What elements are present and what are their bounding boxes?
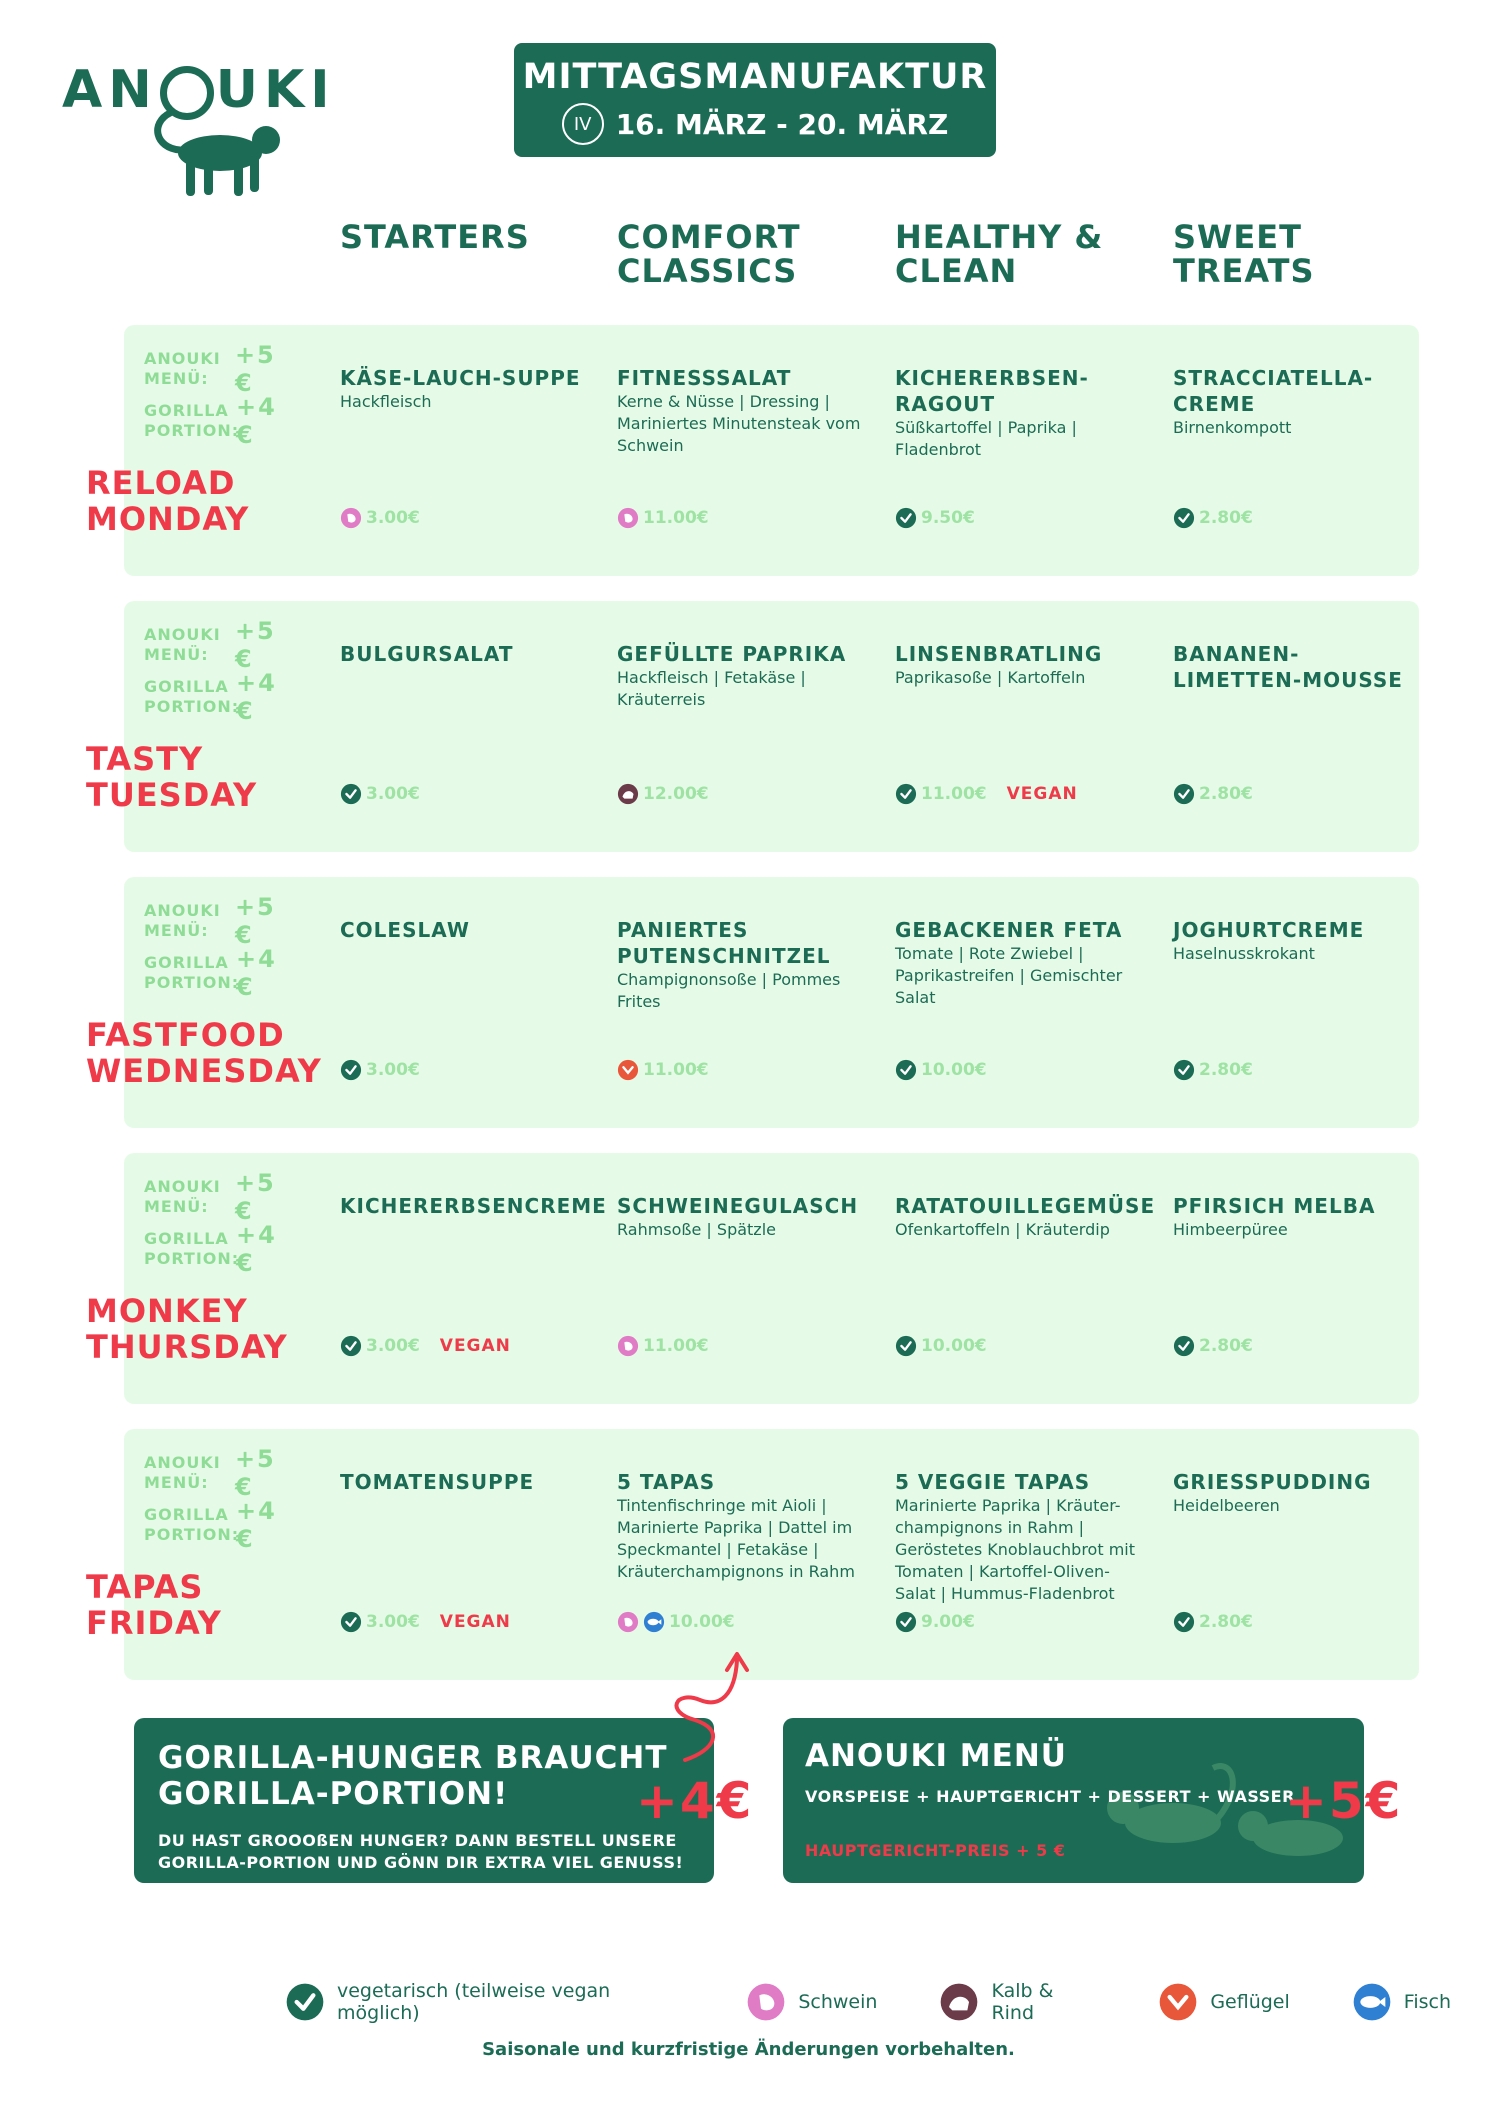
dish-item <box>340 917 590 943</box>
dish-price: 10.00€ <box>921 1060 987 1080</box>
dish-item <box>895 1193 1156 1241</box>
extra-label-line: MENÜ: <box>144 1197 209 1216</box>
gorilla-portion-extra-label <box>144 1505 240 1545</box>
gorilla-portion-extra <box>144 1223 304 1275</box>
vegetarian-icon <box>1173 783 1195 805</box>
gorilla-portion-extra <box>144 1499 304 1551</box>
dish-item <box>895 917 1145 1009</box>
dish-description: Kerne & Nüsse | Dressing | Mariniertes Minutensteak vom Schwein <box>617 392 861 455</box>
day-name-line-1: TASTY <box>86 740 204 778</box>
extra-label-line: ANOUKI <box>144 349 221 368</box>
extra-label-line: MENÜ: <box>144 921 209 940</box>
dish-price-row <box>617 507 709 529</box>
dish-item <box>340 365 590 413</box>
footnote: Saisonale und kurzfristige Änderungen vorbehalten. <box>482 2039 1015 2060</box>
day-name-line-2: MONDAY <box>86 500 250 538</box>
dish-price: 11.00€ <box>921 784 987 804</box>
vegetarian-icon <box>340 1335 362 1357</box>
extras-block <box>144 619 304 723</box>
anouki-menu-extra <box>144 1447 304 1499</box>
dish-price: 3.00€ <box>366 508 420 528</box>
dish-name: STRACCIATELLA-CREME <box>1173 366 1374 416</box>
beef-icon <box>617 783 639 805</box>
day-card <box>124 1153 1419 1404</box>
header-banner <box>514 43 996 157</box>
anouki-menu-extra <box>144 895 304 947</box>
day-name-line-1: TAPAS <box>86 1568 204 1606</box>
dish-item <box>617 1469 867 1583</box>
gorilla-portion-extra-label <box>144 1229 240 1269</box>
dish-item <box>895 365 1145 461</box>
fish-icon <box>1352 1982 1392 2022</box>
vegetarian-icon <box>1173 1611 1195 1633</box>
dish-price: 3.00€ <box>366 1612 420 1632</box>
dish-name: LINSENBRATLING <box>895 642 1103 666</box>
dish-item <box>617 1193 867 1241</box>
gorilla-portion-extra-price: +4 € <box>236 1497 277 1553</box>
fish-icon <box>643 1611 665 1633</box>
pork-icon <box>340 507 362 529</box>
dish-price: 12.00€ <box>643 784 709 804</box>
extras-block <box>144 1447 304 1551</box>
anouki-menu-note: HAUPTGERICHT-PREIS + 5 € <box>805 1841 1066 1860</box>
dish-name: PFIRSICH MELBA <box>1173 1194 1376 1218</box>
dish-item <box>1173 641 1423 693</box>
dish-description: Champignonsoße | Pommes Frites <box>617 970 841 1011</box>
dish-price: 2.80€ <box>1199 1612 1253 1632</box>
dish-price-row <box>340 507 420 529</box>
dish-description: Marinierte Paprika | Kräuter-champignons in Rahm | Geröstetes Knoblauchbrot mit Tomaten | Kartoffel-Oliven-Salat | Hummus-Fladenbrot <box>895 1496 1135 1603</box>
anouki-menu-promo <box>783 1718 1364 1883</box>
anouki-menu-extra <box>144 1171 304 1223</box>
dish-item <box>1173 917 1423 965</box>
gorilla-portion-extra-label <box>144 953 240 993</box>
dish-description: Hackfleisch <box>340 392 432 411</box>
dish-name: BULGURSALAT <box>340 642 514 666</box>
dish-item <box>340 1193 607 1219</box>
dish-item <box>617 365 867 457</box>
extra-label-line: ANOUKI <box>144 1177 221 1196</box>
vegetarian-icon <box>895 1335 917 1357</box>
dish-price-row <box>895 783 1078 805</box>
vegetarian-icon <box>895 1059 917 1081</box>
legend-item-fisch <box>1352 1982 1451 2022</box>
column-header-healthy-clean: HEALTHY & CLEAN <box>895 218 1104 290</box>
anouki-menu-extra <box>144 343 304 395</box>
logo-text-right: UKI <box>215 60 336 120</box>
dish-price: 3.00€ <box>366 1060 420 1080</box>
header-dates-row <box>514 103 996 145</box>
poultry-icon <box>617 1059 639 1081</box>
vegetarian-icon <box>1173 507 1195 529</box>
dish-item <box>340 1469 590 1495</box>
anouki-menu-extra-label <box>144 1177 235 1217</box>
extra-label-line: ANOUKI <box>144 625 221 644</box>
vegetarian-icon <box>1173 1335 1195 1357</box>
gorilla-promo-title-1: GORILLA-HUNGER BRAUCHT <box>158 1740 668 1776</box>
pork-icon <box>617 1335 639 1357</box>
dish-description: Ofenkartoffeln | Kräuterdip <box>895 1220 1110 1239</box>
column-header-starters: STARTERS <box>340 218 530 256</box>
dish-description: Himbeerpüree <box>1173 1220 1288 1239</box>
extra-label-line: PORTION: <box>144 973 240 992</box>
legend <box>285 1980 1497 2024</box>
poultry-icon <box>1158 1982 1198 2022</box>
gorilla-portion-extra <box>144 671 304 723</box>
dish-price: 9.50€ <box>921 508 975 528</box>
dish-name: GRIESSPUDDING <box>1173 1470 1372 1494</box>
dish-price: 3.00€ <box>366 784 420 804</box>
extras-block <box>144 1171 304 1275</box>
extra-label-line: GORILLA <box>144 953 229 972</box>
gorilla-promo-text-1: DU HAST GROOOßEN HUNGER? DANN BESTELL UNSERE <box>158 1831 677 1850</box>
dish-price-row <box>895 1059 987 1081</box>
extra-label-line: MENÜ: <box>144 645 209 664</box>
dish-description: Heidelbeeren <box>1173 1496 1280 1515</box>
anouki-menu-extra-price: +5 € <box>234 1169 276 1225</box>
dish-name: GEBACKENER FETA <box>895 918 1123 942</box>
anouki-menu-extra-price: +5 € <box>234 617 276 673</box>
dish-price-row <box>895 1335 987 1357</box>
gorilla-portion-extra-price: +4 € <box>236 669 277 725</box>
gorilla-portion-extra-price: +4 € <box>236 393 277 449</box>
extras-block <box>144 343 304 447</box>
extra-label-line: MENÜ: <box>144 369 209 388</box>
dish-price: 11.00€ <box>643 1336 709 1356</box>
dish-description: Tomate | Rote Zwiebel | Paprikastreifen | Gemischter Salat <box>895 944 1123 1007</box>
dish-item <box>1173 1469 1423 1517</box>
dish-name: KÄSE-LAUCH-SUPPE <box>340 366 581 390</box>
extra-label-line: ANOUKI <box>144 1453 221 1472</box>
dish-name: RATATOUILLEGEMÜSE <box>895 1194 1156 1218</box>
anouki-menu-extra-price: +5 € <box>234 893 276 949</box>
gorilla-portion-extra-price: +4 € <box>236 1221 277 1277</box>
vegetarian-icon <box>895 1611 917 1633</box>
anouki-menu-extra-label <box>144 349 235 389</box>
dish-price: 2.80€ <box>1199 1336 1253 1356</box>
legend-label-kalb-rind: Kalb & Rind <box>991 1980 1054 2024</box>
extra-label-line: GORILLA <box>144 677 229 696</box>
vegetarian-icon <box>1173 1059 1195 1081</box>
vegetarian-icon <box>285 1982 325 2022</box>
day-name <box>86 741 257 813</box>
dish-description: Hackfleisch | Fetakäse | Kräuterreis <box>617 668 806 709</box>
dish-name: SCHWEINEGULASCH <box>617 1194 859 1218</box>
legend-item-kalb-rind <box>939 1980 1096 2024</box>
anouki-menu-extra-label <box>144 625 235 665</box>
day-name-line-1: MONKEY <box>86 1292 248 1330</box>
dish-price-row <box>895 507 975 529</box>
dish-price: 2.80€ <box>1199 508 1253 528</box>
anouki-menu-price: +5€ <box>1285 1772 1403 1830</box>
extra-label-line: PORTION: <box>144 421 240 440</box>
anouki-menu-title: ANOUKI MENÜ <box>805 1738 1067 1774</box>
dish-price-row <box>617 1059 709 1081</box>
anouki-menu-items: VORSPEISE + HAUPTGERICHT + DESSERT + WASSER <box>805 1787 1295 1806</box>
dish-price: 2.80€ <box>1199 1060 1253 1080</box>
extra-label-line: ANOUKI <box>144 901 221 920</box>
dish-price: 10.00€ <box>921 1336 987 1356</box>
dish-name: TOMATENSUPPE <box>340 1470 535 1494</box>
legend-label-vegetarisch: vegetarisch (teilweise vegan möglich) <box>337 1980 611 2024</box>
day-name-line-2: TUESDAY <box>86 776 258 814</box>
vegetarian-icon <box>895 507 917 529</box>
extra-label-line: GORILLA <box>144 1229 229 1248</box>
extra-label-line: PORTION: <box>144 1249 240 1268</box>
day-name-line-2: WEDNESDAY <box>86 1052 322 1090</box>
day-card <box>124 1429 1419 1680</box>
legend-item-vegetarisch <box>285 1980 684 2024</box>
vegan-badge: VEGAN <box>439 1612 511 1632</box>
dish-name: 5 VEGGIE TAPAS <box>895 1470 1091 1494</box>
gorilla-promo-text-2: GORILLA-PORTION UND GÖNN DIR EXTRA VIEL GENUSS! <box>158 1853 684 1872</box>
header-title: MITTAGSMANUFAKTUR <box>522 57 988 97</box>
extra-label-line: MENÜ: <box>144 1473 209 1492</box>
dish-name: FITNESSSALAT <box>617 366 792 390</box>
dish-price: 11.00€ <box>643 1060 709 1080</box>
gorilla-portion-extra-label <box>144 401 240 441</box>
gorilla-promo-title-2: GORILLA-PORTION! <box>158 1776 509 1812</box>
anouki-menu-extra <box>144 619 304 671</box>
monkey-logo-icon <box>150 108 290 203</box>
dish-item <box>895 1469 1145 1605</box>
column-header-sweet-treats: SWEET TREATS <box>1173 218 1315 290</box>
day-name <box>86 465 249 537</box>
dish-item <box>1173 1193 1423 1241</box>
anouki-menu-extra-price: +5 € <box>234 1445 276 1501</box>
dish-price-row <box>617 1335 709 1357</box>
header-dates: 16. MÄRZ - 20. MÄRZ <box>615 107 949 141</box>
dish-price-row <box>617 783 709 805</box>
dish-price-row <box>340 1611 511 1633</box>
dish-description: Rahmsoße | Spätzle <box>617 1220 776 1239</box>
day-name <box>86 1017 322 1089</box>
dish-name: 5 TAPAS <box>617 1470 716 1494</box>
dish-name: BANANEN-LIMETTEN-MOUSSE <box>1173 642 1403 692</box>
dish-price-row <box>1173 1335 1253 1357</box>
dish-price-row <box>340 1059 420 1081</box>
day-name-line-2: THURSDAY <box>86 1328 288 1366</box>
legend-label-schwein: Schwein <box>798 1991 878 2013</box>
dish-description: Tintenfischringe mit Aioli | Marinierte Paprika | Dattel im Speckmantel | Fetakäse | Kräuterchampignons in Rahm <box>617 1496 855 1581</box>
logo-text-left: AN <box>62 60 158 120</box>
dish-name: KICHERERBSEN-RAGOUT <box>895 366 1089 416</box>
anouki-menu-extra-label <box>144 901 235 941</box>
extra-label-line: GORILLA <box>144 401 229 420</box>
day-name-line-1: FASTFOOD <box>86 1016 285 1054</box>
dish-price: 2.80€ <box>1199 784 1253 804</box>
dish-name: GEFÜLLTE PAPRIKA <box>617 642 847 666</box>
extra-label-line: GORILLA <box>144 1505 229 1524</box>
dish-name: PANIERTES PUTENSCHNITZEL <box>617 918 831 968</box>
gorilla-promo-price: +4€ <box>636 1772 754 1830</box>
dish-price: 3.00€ <box>366 1336 420 1356</box>
week-number: IV <box>562 103 604 145</box>
dish-item <box>617 641 867 711</box>
vegetarian-icon <box>340 1059 362 1081</box>
dish-price-row <box>1173 1059 1253 1081</box>
day-card <box>124 877 1419 1128</box>
pork-icon <box>746 1982 786 2022</box>
beef-icon <box>939 1982 979 2022</box>
arrow-loop-icon <box>655 1640 755 1770</box>
gorilla-portion-extra-label <box>144 677 240 717</box>
anouki-menu-extra-price: +5 € <box>234 341 276 397</box>
dish-price-row <box>1173 1611 1253 1633</box>
gorilla-portion-extra <box>144 947 304 999</box>
extra-label-line: PORTION: <box>144 1525 240 1544</box>
day-name <box>86 1569 222 1641</box>
day-name-line-2: FRIDAY <box>86 1604 222 1642</box>
dish-item <box>1173 365 1423 439</box>
dish-item <box>617 917 867 1013</box>
vegetarian-icon <box>340 1611 362 1633</box>
extra-label-line: PORTION: <box>144 697 240 716</box>
gorilla-portion-extra <box>144 395 304 447</box>
vegetarian-icon <box>895 783 917 805</box>
dish-description: Süßkartoffel | Paprika | Fladenbrot <box>895 418 1077 459</box>
gorilla-promo <box>134 1718 714 1883</box>
day-card <box>124 325 1419 576</box>
vegan-badge: VEGAN <box>1006 784 1078 804</box>
dish-name: JOGHURTCREME <box>1173 918 1365 942</box>
dish-price: 9.00€ <box>921 1612 975 1632</box>
dish-name: KICHERERBSENCREME <box>340 1194 607 1218</box>
legend-label-fisch: Fisch <box>1403 1991 1451 2013</box>
vegan-badge: VEGAN <box>439 1336 511 1356</box>
pork-icon <box>617 507 639 529</box>
dish-item <box>895 641 1145 689</box>
dish-description: Birnenkompott <box>1173 418 1292 437</box>
legend-label-gefluegel: Geflügel <box>1210 1991 1290 2013</box>
pork-icon <box>617 1611 639 1633</box>
dish-price: 10.00€ <box>669 1612 735 1632</box>
vegetarian-icon <box>340 783 362 805</box>
legend-item-gefluegel <box>1158 1982 1289 2022</box>
dish-price-row <box>340 783 420 805</box>
day-card <box>124 601 1419 852</box>
dish-description: Haselnusskrokant <box>1173 944 1315 963</box>
dish-price: 11.00€ <box>643 508 709 528</box>
dish-name: COLESLAW <box>340 918 470 942</box>
dish-description: Paprikasoße | Kartoffeln <box>895 668 1086 687</box>
dish-price-row <box>340 1335 511 1357</box>
dish-price-row <box>1173 783 1253 805</box>
column-header-comfort-classics: COMFORT CLASSICS <box>617 218 801 290</box>
anouki-menu-extra-label <box>144 1453 235 1493</box>
gorilla-portion-extra-price: +4 € <box>236 945 277 1001</box>
extras-block <box>144 895 304 999</box>
dish-price-row <box>617 1611 735 1633</box>
day-name <box>86 1293 288 1365</box>
legend-item-schwein <box>746 1982 877 2022</box>
dish-item <box>340 641 590 667</box>
day-name-line-1: RELOAD <box>86 464 236 502</box>
dish-price-row <box>895 1611 975 1633</box>
dish-price-row <box>1173 507 1253 529</box>
